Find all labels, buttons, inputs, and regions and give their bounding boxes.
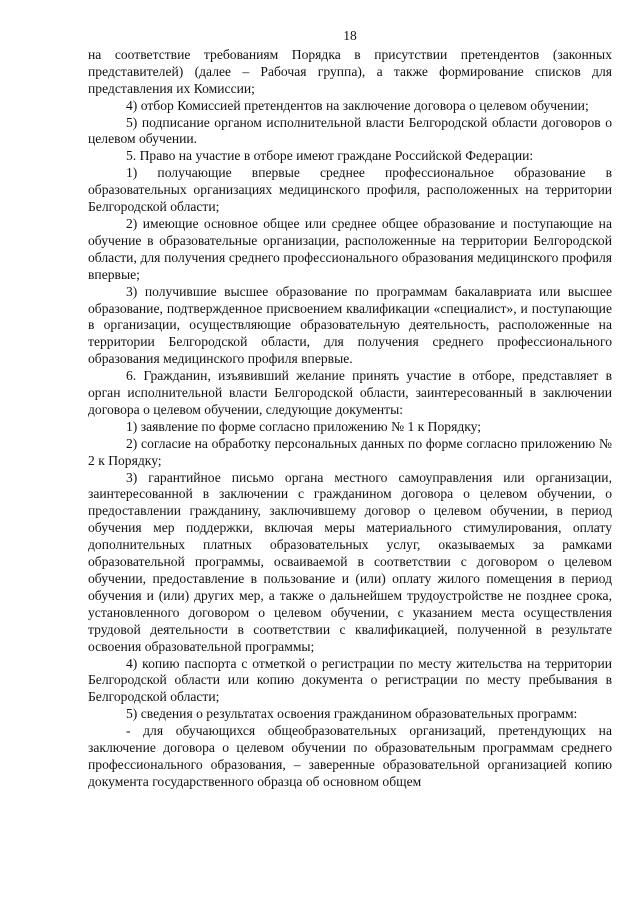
- paragraph-continuation: на соответствие требованиям Порядка в присутствии претендентов (законных представителей) (далее – Рабочая группа), а также формирование списков для представления их Комиссии;: [88, 46, 612, 96]
- paragraph-dash-item: - для обучающихся общеобразовательных организаций, претендующих на заключение договора о целевом обучении по образовательным программам среднего профессионального образования, – заверенные образовательной организацией копию документа государственного образца об основном общем: [88, 723, 612, 789]
- paragraph-section-5: 5. Право на участие в отборе имеют граждане Российской Федерации:: [126, 148, 534, 164]
- paragraph-section-6-item-3: 3) гарантийное письмо органа местного самоуправления или организации, заинтересованной в заключении с гражданином договора о целевом обучении, о предоставлении гражданину, заключившему договор о целевом обучении, в период обучения мер поддержки, включая меры материального стимулирования, оплату дополнительных платных образовательных услуг, оказываемых за рамками образовательной программы, осваиваемой в соответствии с договором о целевом обучении, предоставление в пользование и (или) оплату жилого помещения в период обучения и (или) других мер, а также о дальнейшем трудоустройстве не позднее срока, установленного договором о целевом обучении, с указанием места осуществления трудовой деятельности в соответствии с квалификацией, полученной в результате освоения образовательной программы;: [88, 469, 612, 654]
- paragraph-item-4: 4) отбор Комиссией претендентов на заключение договора о целевом обучении;: [126, 97, 589, 113]
- paragraph-section-6-item-2: 2) согласие на обработку персональных данных по форме согласно приложению № 2 к Порядку;: [88, 435, 612, 468]
- paragraph-item-5: 5) подписание органом исполнительной власти Белгородской области договоров о целевом обучении.: [88, 114, 612, 147]
- paragraph-section-6-item-1: 1) заявление по форме согласно приложению № 1 к Порядку;: [126, 418, 482, 434]
- paragraph-section-6-item-5: 5) сведения о результатах освоения гражданином образовательных программ:: [126, 706, 578, 722]
- paragraph-section-6-item-4: 4) копию паспорта с отметкой о регистрации по месту жительства на территории Белгородской области или копию документа о регистрации по месту пребывания в Белгородской области;: [88, 655, 612, 705]
- paragraph-section-5-item-2: 2) имеющие основное общее или среднее общее образование и поступающие на обучение в образовательные организации, расположенные на территории Белгородской области, для получения среднего профессионального образования медицинского профиля впервые;: [88, 215, 612, 282]
- paragraph-section-5-item-1: 1) получающие впервые среднее профессиональное образование в образовательных организациях медицинского профиля, расположенных на территории Белгородской области;: [88, 165, 612, 215]
- paragraph-section-6: 6. Гражданин, изъявивший желание принять участие в отборе, представляет в орган исполнительной власти Белгородской области, заинтересованный в заключении договора о целевом обучении, следующие документы:: [88, 368, 612, 417]
- page-number: 18: [343, 28, 357, 43]
- paragraph-section-5-item-3: 3) получившие высшее образование по программам бакалавриата или высшее образование, подтвержденное присвоением квалификации «специалист», и поступающие в организации, осуществляющие образовательную деятельность, расположенные на территории Белгородской области, для получения среднего профессионального образования медицинского профиля впервые.: [88, 283, 612, 367]
